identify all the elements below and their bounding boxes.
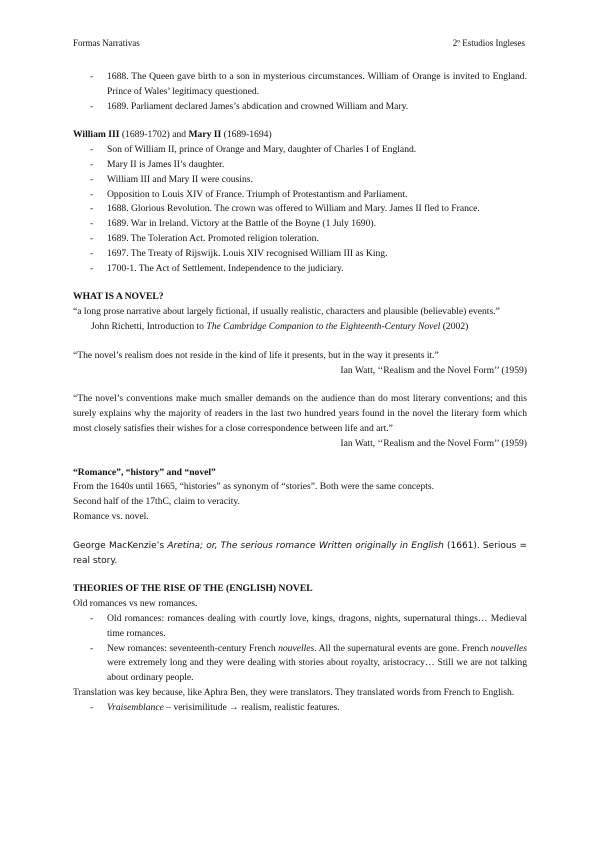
- header-left: Formas Narrativas: [73, 38, 140, 48]
- list-item: - 1689. Parliament declared James’s abdication and crowned William and Mary.: [73, 100, 527, 115]
- william-list: [73, 143, 527, 276]
- mackenzie-note: George MacKenzie’s Aretina; or, The serious romance Written originally in English (1661). Serious = real story.: [73, 540, 527, 566]
- romance-line: Second half of the 17thC, claim to veracity.: [73, 496, 240, 508]
- romance-heading: “Romance”, “history” and “novel”: [73, 466, 216, 478]
- novel-heading: WHAT IS A NOVEL?: [73, 291, 164, 303]
- watt-quote-1: “The novel’s realism does not reside in the kind of life it presents, but in the way it presents it.”: [73, 349, 439, 361]
- list-item: - 1697. The Treaty of Rijswijk. Louis XIV recognised William III as King.: [73, 247, 527, 262]
- list-item: - William III and Mary II were cousins.: [73, 173, 527, 188]
- list-item: - Vraisemblance – verisimilitude → realism, realistic features.: [73, 701, 527, 716]
- romance-line: From the 1640s until 1665, “histories” as synonym of “stories”. Both were the same concepts.: [73, 481, 435, 493]
- list-item: - 1688. Glorious Revolution. The crown was offered to William and Mary. James II fled to France.: [73, 202, 527, 217]
- list-item: - 1689. War in Ireland. Victory at the Battle of the Boyne (1 July 1690).: [73, 217, 527, 232]
- watt-quote-2: “The novel’s conventions make much smaller demands on the audience than do most literary conventions; and this surely explains why the majority of readers in the last two hundred years found in the novel the literary form which most closely satisfies their wishes for a close correspondence between life and art.”: [73, 393, 527, 434]
- header-right: 2º Estudios Ingleses: [452, 38, 525, 48]
- watt-citation-2: Ian Watt, ‘‘Realism and the Novel Form’’ (1959): [340, 437, 527, 449]
- theories-heading: THEORIES OF THE RISE OF THE (ENGLISH) NOVEL: [73, 583, 313, 595]
- list-item: - Opposition to Louis XIV of France. Triumph of Protestantism and Parliament.: [73, 188, 527, 203]
- william-heading: William III (1689-1702) and Mary II (1689-1694): [73, 129, 272, 141]
- romance-line: Romance vs. novel.: [73, 510, 149, 522]
- list-item: - 1688. The Queen gave birth to a son in mysterious circumstances. William of Orange is invited to England. Prince of Wales’ legitimacy questioned.: [73, 70, 527, 100]
- list-item: - Old romances: romances dealing with courtly love, kings, dragons, nights, supernatural things… Medieval time romances.: [73, 612, 527, 642]
- document-body: [73, 70, 527, 715]
- list-item: - Mary II is James II’s daughter.: [73, 158, 527, 173]
- richetti-citation: John Richetti, Introduction to The Cambridge Companion to the Eighteenth-Century Novel (2002): [91, 320, 469, 332]
- novel-definition: “a long prose narrative about largely fictional, if usually realistic, characters and plausible (believable) events.”: [73, 306, 500, 318]
- top-list: [73, 70, 527, 114]
- theories-list: [73, 612, 527, 686]
- vraisemblance-list: [73, 701, 527, 716]
- list-item: - Son of William II, prince of Orange and Mary, daughter of Charles I of England.: [73, 143, 527, 158]
- theories-intro: Old romances vs new romances.: [73, 598, 198, 610]
- translation-note: Translation was key because, like Aphra Ben, they were translators. They translated words from French to English.: [73, 686, 515, 698]
- watt-citation-1: Ian Watt, ‘‘Realism and the Novel Form’’ (1959): [340, 364, 527, 376]
- list-item: - 1689. The Toleration Act. Promoted religion toleration.: [73, 232, 527, 247]
- list-item: - 1700-1. The Act of Settlement. Independence to the judiciary.: [73, 262, 527, 277]
- list-item: - New romances: seventeenth-century French nouvelles. All the supernatural events are gone. French nouvelles were extremely long and they were dealing with stories about royalty, aristocracy… Still we are not talking about ordinary people.: [73, 642, 527, 686]
